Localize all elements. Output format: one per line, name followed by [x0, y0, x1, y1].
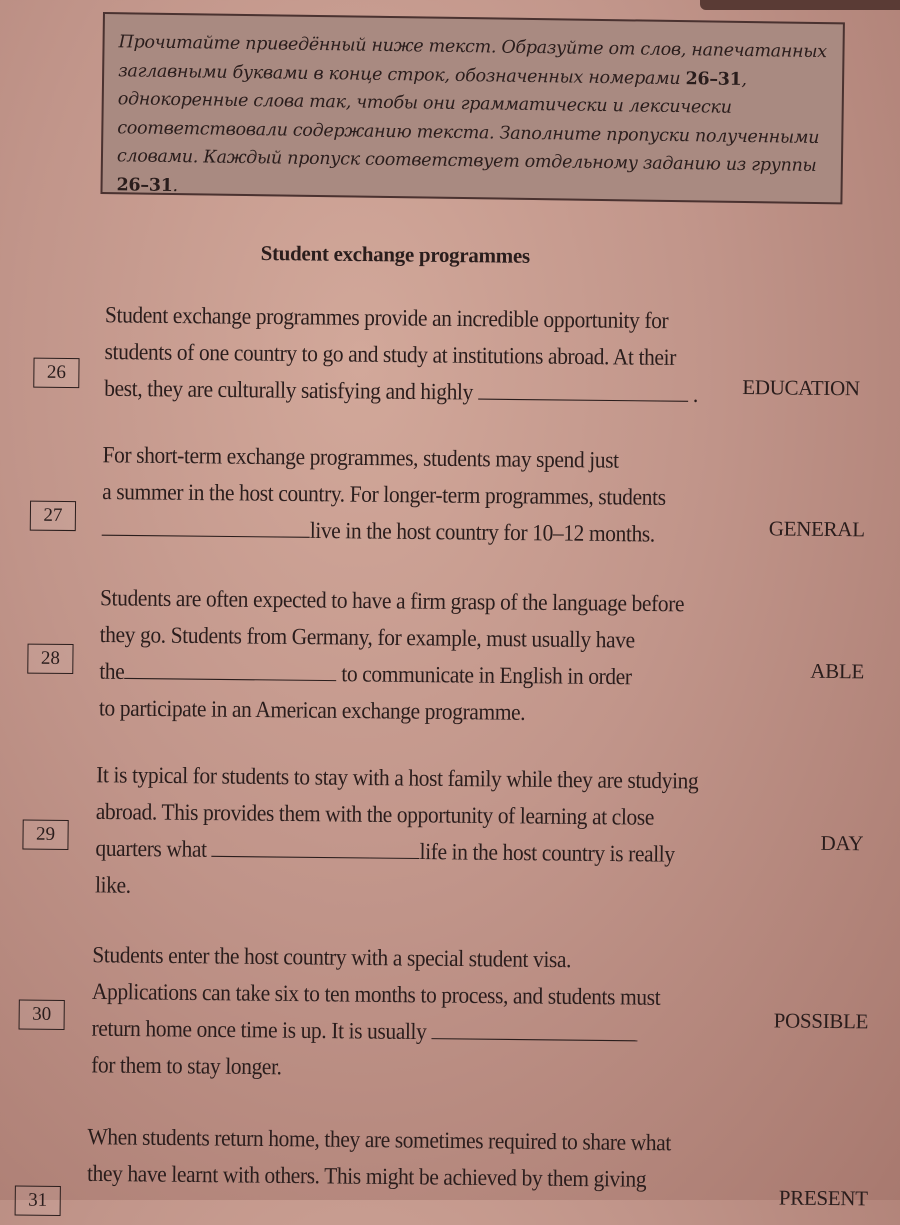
paragraph-30: Students enter the host country with a special student visa. Applications can take six to ten months to process, and students must return home once time is up. It is usually for them to stay longer. [91, 941, 661, 1080]
paragraph-26: Student exchange programmes provide an incredible opportunity for students of one country to go and study at institutions abroad. At their best, they are culturally satisfying and highly . [104, 301, 699, 408]
paragraph-31: When students return home, they are sometimes required to share what they have learnt with others. This might be achieved by them giving [86, 1123, 672, 1193]
keyword-29: DAY [820, 830, 864, 856]
keyword-30: POSSIBLE [773, 1008, 869, 1034]
question-number-28: 28 [27, 644, 73, 674]
question-number-27: 27 [30, 501, 76, 531]
paragraph-28: Students are often expected to have a firm grasp of the language before they go. Students from Germany, for example, must usually have the to communicate in English in order to participate in an American exchange programme. [98, 584, 685, 726]
keyword-28: ABLE [810, 658, 865, 684]
paragraph-29: It is typical for students to stay with a host family while they are studying abroad. This provides them with the opportunity of learning at close quarters what life in the host country is really like. [94, 761, 699, 899]
question-number-26: 26 [33, 358, 79, 388]
answer-blank-30[interactable] [431, 1017, 637, 1042]
instruction-text: Прочитайте приведённый ниже текст. Образуйте от слов, напечатанных заглавными буквами в конце строк, обозначенных номерами 26–31, однокоренные слова так, чтобы они грамматически и лексически соответствовали содержанию текста. Заполните пропуски полученными словами. Каждый пропуск соответствует отдельному заданию из группы 26–31. [116, 32, 827, 196]
question-number-30: 30 [19, 1000, 65, 1030]
question-number-31: 31 [15, 1185, 61, 1215]
keyword-27: GENERAL [768, 516, 865, 542]
answer-blank-28[interactable] [124, 656, 336, 681]
answer-blank-26[interactable] [478, 377, 688, 402]
text-title: Student exchange programmes [260, 240, 530, 268]
keyword-26: EDUCATION [742, 375, 860, 401]
question-number-29: 29 [22, 820, 68, 850]
paragraph-27: For short-term exchange programmes, students may spend just a summer in the host country. For longer-term programmes, students live in the host country for 10–12 months. [102, 441, 666, 547]
answer-blank-29[interactable] [212, 834, 420, 859]
keyword-31: PRESENT [778, 1185, 868, 1211]
answer-blank-27[interactable] [102, 513, 310, 538]
